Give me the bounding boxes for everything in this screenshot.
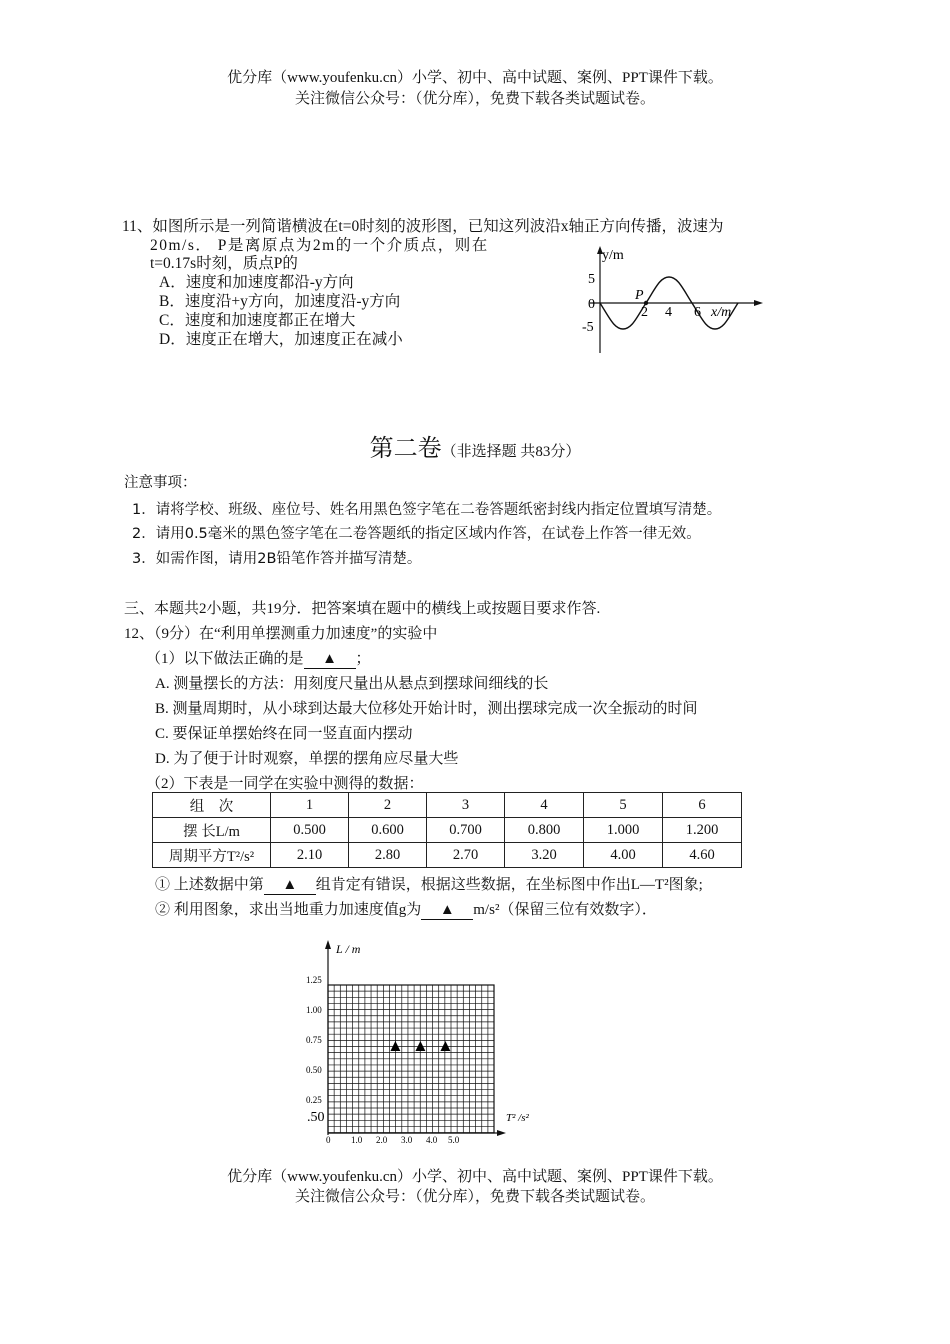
graph-x-tick: 5.0 — [448, 1135, 460, 1145]
section3-heading: 三、本题共2小题，共19分．把答案填在题中的横线上或按题目要求作答. — [124, 601, 601, 617]
table-header-cell: 5 — [584, 793, 663, 818]
notice-item-3: 3．如需作图，请用2B铅笔作答并描写清楚。 — [132, 551, 422, 567]
graph-x-arrow — [497, 1130, 506, 1136]
q12-title: 12、（9分）在“利用单摆测重力加速度”的实验中 — [124, 626, 438, 642]
footer-line-2: 关注微信公众号：（优分库），免费下载各类试题试卷。 — [294, 1189, 655, 1205]
table-cell: 3.20 — [505, 843, 584, 868]
graph-y-tick: 0.50 — [306, 1065, 322, 1075]
wave-x-label: x/m — [711, 305, 732, 320]
q11-option-a: A．速度和加速度都沿-y方向 — [159, 274, 354, 291]
graph-y-arrow — [325, 940, 331, 949]
footer-line-1: 优分库（www.youfenku.cn）小学、初中、高中试题、案例、PPT课件下载。 — [227, 1169, 723, 1185]
wave-x-tick-4: 4 — [665, 305, 672, 320]
graph-marker: ▲ — [387, 1036, 404, 1055]
table-cell: 4.00 — [584, 843, 663, 868]
table-header-row — [153, 793, 742, 818]
table-cell: 0.500 — [271, 818, 349, 843]
graph-x-label: T² /s² — [506, 1112, 529, 1124]
q12-item-1-text-a: ① 上述数据中第 — [155, 877, 264, 893]
q11-stem-line-2: 20m/s． P是离原点为2m的一个介质点，则在 — [150, 237, 489, 254]
wave-x-arrow — [754, 300, 763, 306]
table-cell: 2.10 — [271, 843, 349, 868]
table-row-label: 周期平方T²/s² — [153, 843, 271, 868]
table-header-cell: 组 次 — [153, 793, 271, 818]
q12-item-1-text-b: 组肯定有错误，根据这些数据，在坐标图中作出L—T²图象; — [315, 877, 703, 893]
graph-marker: ▲ — [437, 1036, 454, 1055]
table-cell: 1.200 — [663, 818, 742, 843]
q12-option-c: C. 要保证单摆始终在同一竖直面内摆动 — [155, 726, 413, 742]
wave-x-tick-2: 2 — [641, 305, 648, 320]
l-t2-graph[interactable] — [290, 935, 560, 1150]
q12-item-2-text-a: ② 利用图象，求出当地重力加速度值g为 — [155, 902, 422, 918]
q12-option-d: D. 为了便于计时观察，单摆的摆角应尽量大些 — [155, 751, 459, 767]
table-cell: 0.600 — [349, 818, 427, 843]
q12-item-2 — [155, 898, 657, 920]
part2-subtitle: （非选择题 共83分） — [441, 444, 581, 460]
q12-option-b: B. 测量周期时，从小球到达最大位移处开始计时，测出摆球完成一次全振动的时间 — [155, 701, 698, 717]
header-line-1: 优分库（www.youfenku.cn）小学、初中、高中试题、案例、PPT课件下载。 — [227, 70, 723, 86]
table-header-cell: 1 — [271, 793, 349, 818]
q11-option-b: B．速度沿+y方向，加速度沿-y方向 — [159, 293, 401, 310]
table-cell: 0.700 — [427, 818, 505, 843]
q11-option-d: D．速度正在增大，加速度正在减小 — [159, 331, 403, 348]
part2-heading — [0, 428, 950, 463]
table-row-period — [153, 843, 742, 868]
notice-heading: 注意事项： — [124, 475, 197, 491]
table-header-cell: 2 — [349, 793, 427, 818]
q12-item-2-text-b: m/s²（保留三位有效数字）． — [473, 902, 657, 918]
q11-stem-line-3: t=0.17s时刻，质点P的 — [150, 255, 298, 272]
graph-x-tick: 1.0 — [351, 1135, 363, 1145]
table-row-length — [153, 818, 742, 843]
table-header-cell: 3 — [427, 793, 505, 818]
q12-option-a: A. 测量摆长的方法：用刻度尺量出从悬点到摆球间细线的长 — [155, 676, 549, 692]
q12-sub1-blank[interactable]: ▲ — [304, 651, 356, 669]
wave-y-label: y/m — [602, 248, 624, 263]
wave-x-tick-6: 6 — [694, 305, 701, 320]
table-cell: 1.000 — [584, 818, 663, 843]
header-line-2: 关注微信公众号：（优分库），免费下载各类试题试卷。 — [294, 91, 655, 107]
table-header-cell: 6 — [663, 793, 742, 818]
q12-sub1 — [146, 647, 371, 669]
graph-y-tick: 1.25 — [306, 975, 322, 985]
graph-marker: ▲ — [412, 1036, 429, 1055]
table-cell: 4.60 — [663, 843, 742, 868]
table-cell: 0.800 — [505, 818, 584, 843]
graph-x-tick: 2.0 — [376, 1135, 388, 1145]
graph-x-tick: 3.0 — [401, 1135, 413, 1145]
q12-item-1 — [155, 873, 703, 895]
notice-item-2: 2．请用0.5毫米的黑色签字笔在二卷答题纸的指定区域内作答，在试卷上作答一律无效。 — [132, 526, 701, 542]
part2-title: 第二卷 — [369, 436, 442, 462]
wave-y-tick-5: 5 — [588, 272, 595, 287]
table-cell: 2.80 — [349, 843, 427, 868]
wave-y-tick-0: 0 — [588, 297, 595, 312]
q12-item-2-blank[interactable]: ▲ — [421, 902, 473, 920]
graph-y-label: L / m — [336, 942, 361, 956]
q12-sub1-text: （1）以下做法正确的是 — [146, 651, 304, 667]
pendulum-data-table — [152, 792, 742, 868]
q11-wave-figure — [578, 243, 768, 358]
q11-stem-line-1: 11、如图所示是一列简谐横波在t=0时刻的波形图，已知这列波沿x轴正方向传播，波速为 — [122, 218, 724, 235]
notice-item-1: 1．请将学校、班级、座位号、姓名用黑色签字笔在二卷答题纸密封线内指定位置填写清楚。 — [132, 502, 722, 518]
q12-sub1-tail: ； — [355, 651, 371, 667]
wave-point-label: P — [635, 288, 644, 303]
table-row-label: 摆 长L/m — [153, 818, 271, 843]
graph-y-tick: 0.75 — [306, 1035, 322, 1045]
graph-y-tick: 1.00 — [306, 1005, 322, 1015]
table-header-cell: 4 — [505, 793, 584, 818]
table-cell: 2.70 — [427, 843, 505, 868]
wave-y-tick-neg5: -5 — [582, 320, 594, 335]
graph-x-tick: 0 — [326, 1135, 331, 1145]
graph-y-tick: 0.25 — [306, 1095, 322, 1105]
graph-stray-label: .50 — [307, 1110, 325, 1125]
graph-x-tick: 4.0 — [426, 1135, 438, 1145]
graph-grid — [328, 985, 494, 1133]
q12-sub2: （2）下表是一同学在实验中测得的数据： — [146, 776, 424, 792]
q12-item-1-blank[interactable]: ▲ — [264, 877, 316, 895]
q11-option-c: C．速度和加速度都正在增大 — [159, 312, 356, 329]
